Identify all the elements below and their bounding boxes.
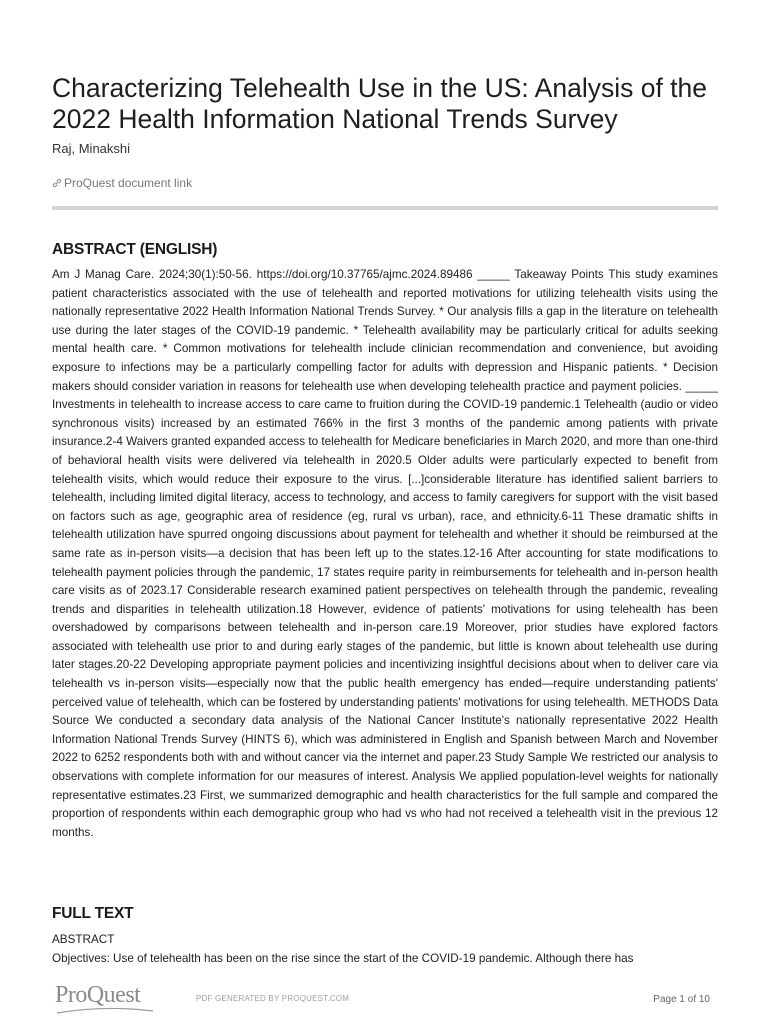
- section-divider: [52, 206, 718, 210]
- generated-by-label: PDF GENERATED BY PROQUEST.COM: [196, 994, 350, 1003]
- proquest-document-link[interactable]: [52, 176, 192, 190]
- full-text-heading: FULL TEXT: [52, 905, 134, 922]
- full-text-objectives: Objectives: Use of telehealth has been on the rise since the start of the COVID-19 pandemic. Although there has: [52, 952, 634, 965]
- abstract-heading: ABSTRACT (ENGLISH): [52, 241, 218, 258]
- document-title: Characterizing Telehealth Use in the US: Analysis of the 2022 Health Information National Trends Survey: [52, 73, 708, 134]
- logo-swoosh-icon: [55, 1007, 155, 1015]
- proquest-logo: ProQuest: [55, 982, 141, 1008]
- link-icon: [52, 178, 62, 188]
- full-text-abstract-label: ABSTRACT: [52, 933, 115, 946]
- abstract-text: Am J Manag Care. 2024;30(1):50-56. https://doi.org/10.37765/ajmc.2024.89486 _____ Takeaway Points This study examines patient characteristics associated with the use of telehealth and reported motivations for utilizing telehealth visits using the nationally representative 2022 Health Information National Trends Survey. * Our analysis fills a gap in the literature on telehealth use during the later stages of the COVID-19 pandemic. * Telehealth availability may be particularly critical for adults seeking mental health care. * Common motivations for telehealth include clinician recommendation and convenience, but avoiding exposure to infections may be a particularly compelling factor for adults with depression and Hispanic patients. * Decision makers should consider variation in reasons for telehealth use when developing telehealth practice and payment policies. _____ Investments in telehealth to increase access to care came to fruition during the COVID-19 pandemic.1 Telehealth (audio or video synchronous visits) increased by an estimated 766% in the first 3 months of the pandemic among patients with private insurance.2-4 Waivers granted expanded access to telehealth for Medicare beneficiaries in March 2020, and more than one-third of behavioral health visits were delivered via telehealth in 2020.5 Older adults were particularly expected to benefit from telehealth visits, which would reduce their exposure to the virus. [...]considerable literature has identified salient barriers to telehealth, including limited digital literacy, access to technology, and access to family caregivers for support with the visit based on factors such as age, geographic area of residence (eg, rural vs urban), race, and ethnicity.6-11 These dramatic shifts in telehealth utilization have spurred ongoing discussions about payment for telehealth and whether it should be reimbursed at the same rate as in-person visits—a decision that has been left up to the states.12-16 After accounting for state modifications to telehealth payment policies through the pandemic, 17 states require parity in reimbursements for telehealth and in-person health care visits as of 2023.17 Considerable research examined patient perspectives on telehealth through the pandemic, revealing trends and disparities in telehealth utilization.18 However, evidence of patients' motivations for using telehealth has been overshadowed by comparisons between telehealth and in-person care.19 Moreover, prior studies have explored factors associated with telehealth use prior to and during early stages of the pandemic, but little is known about telehealth use during later stages.20-22 Developing appropriate payment policies and incentivizing insightful decisions about when to deliver care via telehealth vs in-person visits—especially now that the public health emergency has ended—require understanding patients' perceived value of telehealth, which can be fostered by understanding patients' motivations for using telehealth. METHODS Data Source We conducted a secondary data analysis of the National Cancer Institute's nationally representative 2022 Health Information National Trends Survey (HINTS 6), which was administered in English and Spanish between March and November 2022 to 6252 respondents both with and without cancer via the internet and paper.23 Study Sample We restricted our analysis to observations with complete information for our measures of interest. Analysis We applied population-level weights for nationally representative estimates.23 First, we summarized demographic and health characteristics for the full sample and compared the proportion of respondents within each demographic group who had vs who had not received a telehealth visit in the previous 12 months.: [52, 268, 718, 839]
- document-link-label[interactable]: ProQuest document link: [64, 176, 193, 190]
- document-author: Raj, Minakshi: [52, 141, 131, 156]
- page-number: Page 1 of 10: [653, 994, 710, 1005]
- page-footer: [0, 982, 770, 1024]
